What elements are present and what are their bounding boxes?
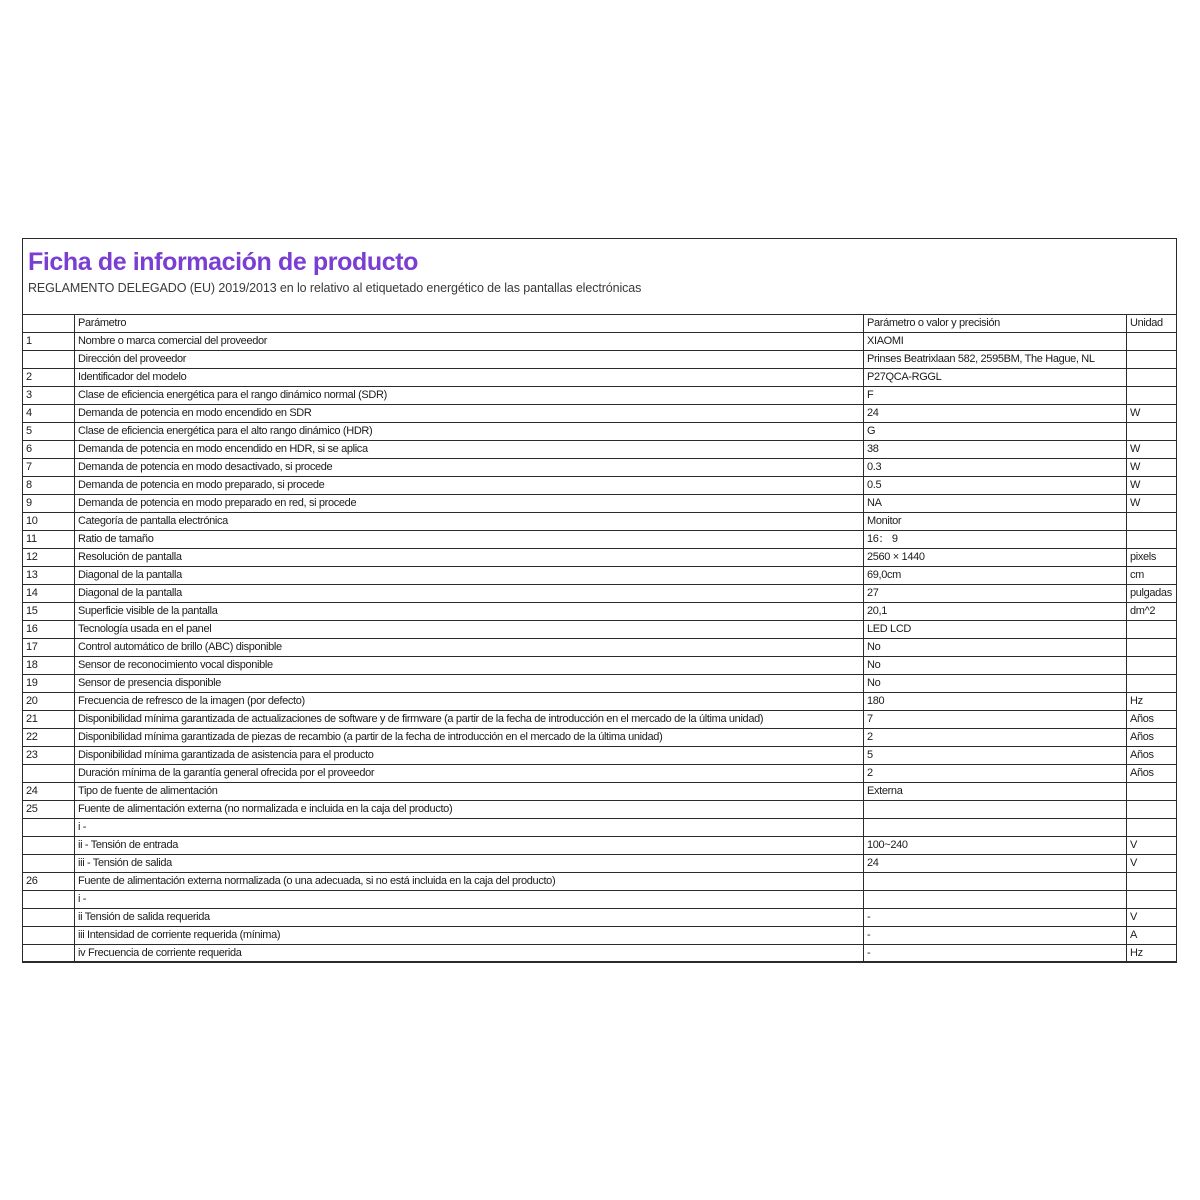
- table-row: [23, 387, 1177, 405]
- row-number-cell: 13: [23, 567, 75, 585]
- value-cell: 69,0cm: [864, 567, 1127, 585]
- row-number-cell: 17: [23, 639, 75, 657]
- value-cell: 2: [864, 765, 1127, 783]
- parameter-cell: Disponibilidad mínima garantizada de piezas de recambio (a partir de la fecha de introducción en el mercado de la última unidad): [75, 729, 864, 747]
- table-row: [23, 783, 1177, 801]
- product-info-sheet: [22, 238, 1177, 962]
- parameter-cell: Control automático de brillo (ABC) disponible: [75, 639, 864, 657]
- row-number-cell: [23, 855, 75, 873]
- parameter-cell: Disponibilidad mínima garantizada de actualizaciones de software y de firmware (a partir de la fecha de introducción en el mercado de la última unidad): [75, 711, 864, 729]
- row-number-cell: 9: [23, 495, 75, 513]
- parameter-cell: Resolución de pantalla: [75, 549, 864, 567]
- parameter-cell: Demanda de potencia en modo desactivado, si procede: [75, 459, 864, 477]
- table-row: [23, 405, 1177, 423]
- row-number-cell: 23: [23, 747, 75, 765]
- unit-cell: Hz: [1127, 693, 1177, 711]
- value-cell: G: [864, 423, 1127, 441]
- header-number-cell: [23, 315, 75, 333]
- unit-cell: cm: [1127, 567, 1177, 585]
- row-number-cell: [23, 837, 75, 855]
- parameter-cell: Duración mínima de la garantía general ofrecida por el proveedor: [75, 765, 864, 783]
- parameter-cell: Fuente de alimentación externa normalizada (o una adecuada, si no está incluida en la caja del producto): [75, 873, 864, 891]
- table-row: [23, 441, 1177, 459]
- unit-cell: [1127, 801, 1177, 819]
- row-number-cell: [23, 351, 75, 369]
- value-cell: 7: [864, 711, 1127, 729]
- table-row: [23, 495, 1177, 513]
- parameter-cell: i -: [75, 819, 864, 837]
- row-number-cell: 4: [23, 405, 75, 423]
- table-row: [23, 621, 1177, 639]
- table-row: [23, 333, 1177, 351]
- value-cell: Externa: [864, 783, 1127, 801]
- value-cell: 24: [864, 405, 1127, 423]
- row-number-cell: [23, 891, 75, 909]
- unit-cell: [1127, 675, 1177, 693]
- table-row: [23, 891, 1177, 909]
- row-number-cell: [23, 909, 75, 927]
- value-cell: 24: [864, 855, 1127, 873]
- parameter-cell: Dirección del proveedor: [75, 351, 864, 369]
- table-row: [23, 513, 1177, 531]
- row-number-cell: [23, 927, 75, 945]
- row-number-cell: 26: [23, 873, 75, 891]
- value-cell: No: [864, 675, 1127, 693]
- unit-cell: Años: [1127, 729, 1177, 747]
- parameter-cell: iv Frecuencia de corriente requerida: [75, 945, 864, 963]
- table-row: [23, 657, 1177, 675]
- table-row: [23, 711, 1177, 729]
- table-row: [23, 459, 1177, 477]
- value-cell: 180: [864, 693, 1127, 711]
- value-cell: 5: [864, 747, 1127, 765]
- value-cell: XIAOMI: [864, 333, 1127, 351]
- unit-cell: [1127, 351, 1177, 369]
- table-row: [23, 909, 1177, 927]
- unit-cell: W: [1127, 477, 1177, 495]
- value-cell: 2: [864, 729, 1127, 747]
- value-cell: -: [864, 927, 1127, 945]
- row-number-cell: 15: [23, 603, 75, 621]
- unit-cell: V: [1127, 855, 1177, 873]
- parameter-cell: Nombre o marca comercial del proveedor: [75, 333, 864, 351]
- table-header-row: [23, 315, 1177, 333]
- unit-cell: Años: [1127, 711, 1177, 729]
- parameter-cell: Clase de eficiencia energética para el rango dinámico normal (SDR): [75, 387, 864, 405]
- unit-cell: [1127, 333, 1177, 351]
- row-number-cell: 6: [23, 441, 75, 459]
- row-number-cell: 12: [23, 549, 75, 567]
- table-row: [23, 819, 1177, 837]
- table-body: [23, 333, 1177, 963]
- parameter-cell: Tipo de fuente de alimentación: [75, 783, 864, 801]
- unit-cell: W: [1127, 495, 1177, 513]
- value-cell: F: [864, 387, 1127, 405]
- table-row: [23, 945, 1177, 963]
- table-row: [23, 603, 1177, 621]
- value-cell: 0.3: [864, 459, 1127, 477]
- parameter-cell: Sensor de presencia disponible: [75, 675, 864, 693]
- unit-cell: [1127, 657, 1177, 675]
- parameter-cell: Fuente de alimentación externa (no normalizada e incluida en la caja del producto): [75, 801, 864, 819]
- unit-cell: pulgadas: [1127, 585, 1177, 603]
- parameter-cell: Sensor de reconocimiento vocal disponible: [75, 657, 864, 675]
- table-row: [23, 855, 1177, 873]
- product-info-table: [22, 314, 1177, 963]
- row-number-cell: 25: [23, 801, 75, 819]
- page-title: Ficha de información de producto: [28, 248, 419, 276]
- unit-cell: [1127, 423, 1177, 441]
- unit-cell: A: [1127, 927, 1177, 945]
- row-number-cell: 8: [23, 477, 75, 495]
- row-number-cell: 16: [23, 621, 75, 639]
- row-number-cell: [23, 765, 75, 783]
- parameter-cell: Demanda de potencia en modo encendido en SDR: [75, 405, 864, 423]
- unit-cell: [1127, 819, 1177, 837]
- parameter-cell: Categoría de pantalla electrónica: [75, 513, 864, 531]
- table-row: [23, 549, 1177, 567]
- row-number-cell: 20: [23, 693, 75, 711]
- table-row: [23, 873, 1177, 891]
- unit-cell: W: [1127, 441, 1177, 459]
- parameter-cell: Demanda de potencia en modo preparado en red, si procede: [75, 495, 864, 513]
- parameter-cell: Demanda de potencia en modo encendido en HDR, si se aplica: [75, 441, 864, 459]
- unit-cell: V: [1127, 837, 1177, 855]
- row-number-cell: 10: [23, 513, 75, 531]
- row-number-cell: 3: [23, 387, 75, 405]
- value-cell: No: [864, 639, 1127, 657]
- table-row: [23, 765, 1177, 783]
- unit-cell: dm^2: [1127, 603, 1177, 621]
- unit-cell: V: [1127, 909, 1177, 927]
- unit-cell: [1127, 891, 1177, 909]
- value-cell: [864, 891, 1127, 909]
- header-unit-cell: Unidad: [1127, 315, 1177, 333]
- table-row: [23, 927, 1177, 945]
- unit-cell: [1127, 513, 1177, 531]
- table-row: [23, 837, 1177, 855]
- unit-cell: [1127, 639, 1177, 657]
- table-row: [23, 567, 1177, 585]
- row-number-cell: 5: [23, 423, 75, 441]
- page-subtitle: REGLAMENTO DELEGADO (EU) 2019/2013 en lo relativo al etiquetado energético de las pantallas electrónicas: [28, 281, 642, 295]
- row-number-cell: 19: [23, 675, 75, 693]
- row-number-cell: 21: [23, 711, 75, 729]
- value-cell: 27: [864, 585, 1127, 603]
- value-cell: Monitor: [864, 513, 1127, 531]
- parameter-cell: Disponibilidad mínima garantizada de asistencia para el producto: [75, 747, 864, 765]
- parameter-cell: iii Intensidad de corriente requerida (mínima): [75, 927, 864, 945]
- value-cell: 20,1: [864, 603, 1127, 621]
- value-cell: [864, 819, 1127, 837]
- parameter-cell: Diagonal de la pantalla: [75, 585, 864, 603]
- value-cell: -: [864, 909, 1127, 927]
- unit-cell: [1127, 531, 1177, 549]
- row-number-cell: 14: [23, 585, 75, 603]
- value-cell: 100~240: [864, 837, 1127, 855]
- parameter-cell: Ratio de tamaño: [75, 531, 864, 549]
- row-number-cell: 11: [23, 531, 75, 549]
- unit-cell: pixels: [1127, 549, 1177, 567]
- table-row: [23, 639, 1177, 657]
- value-cell: -: [864, 945, 1127, 963]
- row-number-cell: 7: [23, 459, 75, 477]
- row-number-cell: 22: [23, 729, 75, 747]
- row-number-cell: 18: [23, 657, 75, 675]
- unit-cell: [1127, 621, 1177, 639]
- table-row: [23, 531, 1177, 549]
- table-row: [23, 747, 1177, 765]
- value-cell: NA: [864, 495, 1127, 513]
- value-cell: LED LCD: [864, 621, 1127, 639]
- unit-cell: [1127, 783, 1177, 801]
- parameter-cell: Tecnología usada en el panel: [75, 621, 864, 639]
- unit-cell: [1127, 873, 1177, 891]
- row-number-cell: 24: [23, 783, 75, 801]
- value-cell: [864, 873, 1127, 891]
- unit-cell: [1127, 387, 1177, 405]
- table-row: [23, 801, 1177, 819]
- parameter-cell: i -: [75, 891, 864, 909]
- parameter-cell: ii Tensión de salida requerida: [75, 909, 864, 927]
- table-header: [23, 315, 1177, 333]
- value-cell: P27QCA-RGGL: [864, 369, 1127, 387]
- value-cell: 38: [864, 441, 1127, 459]
- table-row: [23, 477, 1177, 495]
- parameter-cell: iii - Tensión de salida: [75, 855, 864, 873]
- value-cell: [864, 801, 1127, 819]
- parameter-cell: Identificador del modelo: [75, 369, 864, 387]
- value-cell: 0.5: [864, 477, 1127, 495]
- row-number-cell: 2: [23, 369, 75, 387]
- unit-cell: W: [1127, 405, 1177, 423]
- table-row: [23, 729, 1177, 747]
- parameter-cell: Clase de eficiencia energética para el alto rango dinámico (HDR): [75, 423, 864, 441]
- parameter-cell: Frecuencia de refresco de la imagen (por defecto): [75, 693, 864, 711]
- table-row: [23, 693, 1177, 711]
- value-cell: 16： 9: [864, 531, 1127, 549]
- table-row: [23, 369, 1177, 387]
- table-row: [23, 585, 1177, 603]
- unit-cell: W: [1127, 459, 1177, 477]
- header-parameter-cell: Parámetro: [75, 315, 864, 333]
- value-cell: 2560 × 1440: [864, 549, 1127, 567]
- parameter-cell: Superficie visible de la pantalla: [75, 603, 864, 621]
- unit-cell: [1127, 369, 1177, 387]
- parameter-cell: ii - Tensión de entrada: [75, 837, 864, 855]
- parameter-cell: Diagonal de la pantalla: [75, 567, 864, 585]
- unit-cell: Años: [1127, 765, 1177, 783]
- unit-cell: Hz: [1127, 945, 1177, 963]
- header-value-cell: Parámetro o valor y precisión: [864, 315, 1127, 333]
- value-cell: No: [864, 657, 1127, 675]
- unit-cell: Años: [1127, 747, 1177, 765]
- row-number-cell: [23, 945, 75, 963]
- table-row: [23, 675, 1177, 693]
- row-number-cell: [23, 819, 75, 837]
- parameter-cell: Demanda de potencia en modo preparado, si procede: [75, 477, 864, 495]
- table-row: [23, 351, 1177, 369]
- table-row: [23, 423, 1177, 441]
- value-cell: Prinses Beatrixlaan 582, 2595BM, The Hague, NL: [864, 351, 1127, 369]
- row-number-cell: 1: [23, 333, 75, 351]
